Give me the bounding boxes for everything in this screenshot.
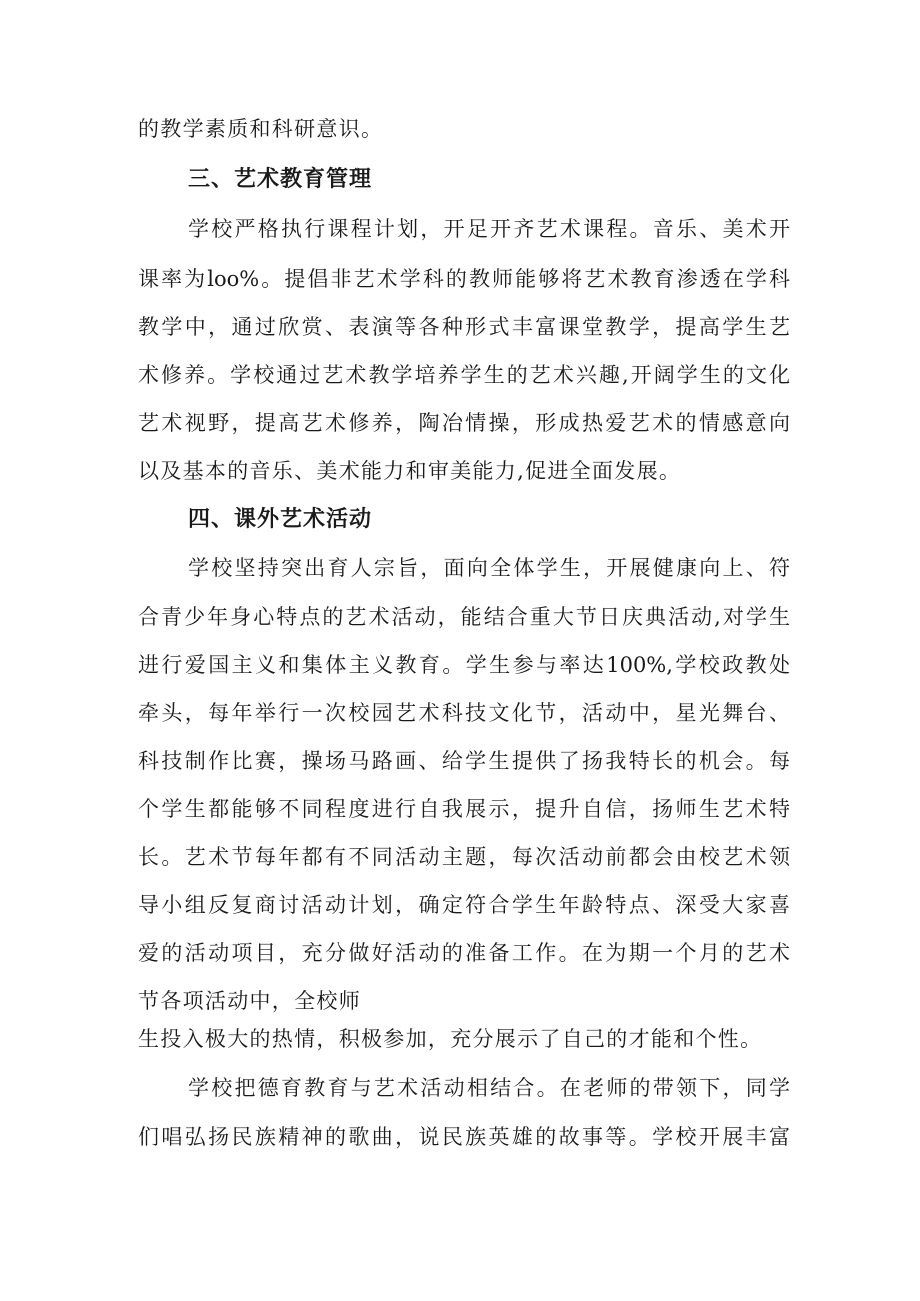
text-line: 的教学素质和科研意识。 bbox=[138, 117, 384, 141]
text-line: 艺术视野，提高艺术修养，陶冶情操，形成热爱艺术的情感意向 bbox=[138, 411, 790, 435]
text-line: 生投入极大的热情，积极参加，充分展示了自己的才能和个性。 bbox=[138, 1027, 763, 1051]
text-line: 们唱弘扬民族精神的歌曲，说民族英雄的故事等。学校开展丰富 bbox=[138, 1125, 790, 1149]
text-line: 牵头，每年举行一次校园艺术科技文化节，活动中，星光舞台、 bbox=[138, 701, 790, 725]
text-line: 学校严格执行课程计划，开足开齐艺术课程。音乐、美术开 bbox=[188, 217, 790, 241]
text-line: 长。艺术节每年都有不同活动主题，每次活动前都会由校艺术领 bbox=[138, 845, 790, 869]
text-line: 节各项活动中，全校师 bbox=[138, 989, 361, 1013]
text-line: 导小组反复商讨活动计划，确定符合学生年龄特点、深受大家喜 bbox=[138, 893, 790, 917]
section-heading-art-education-management: 三、艺术教育管理 bbox=[188, 167, 373, 192]
text-line: 教学中，通过欣赏、表演等各种形式丰富课堂教学，提高学生艺 bbox=[138, 315, 790, 339]
text-line: 合青少年身心特点的艺术活动，能结合重大节日庆典活动,对学生 bbox=[138, 605, 790, 629]
text-line: 爱的活动项目，充分做好活动的准备工作。在为期一个月的艺术 bbox=[138, 941, 790, 965]
text-line: 学校把德育教育与艺术活动相结合。在老师的带领下，同学 bbox=[188, 1076, 790, 1100]
text-line: 课率为loo%。提倡非艺术学科的教师能够将艺术教育渗透在学科 bbox=[138, 267, 790, 291]
text-line: 进行爱国主义和集体主义教育。学生参与率达100%,学校政教处 bbox=[138, 653, 790, 677]
text-line: 学校坚持突出育人宗旨，面向全体学生，开展健康向上、符 bbox=[188, 556, 790, 580]
text-line: 科技制作比赛，操场马路画、给学生提供了扬我特长的机会。每 bbox=[138, 749, 790, 773]
text-line: 术修养。学校通过艺术教学培养学生的艺术兴趣,开阔学生的文化 bbox=[138, 363, 790, 387]
text-line: 个学生都能够不同程度进行自我展示，提升自信，扬师生艺术特 bbox=[138, 797, 790, 821]
text-line: 以及基本的音乐、美术能力和审美能力,促进全面发展。 bbox=[138, 459, 682, 483]
section-heading-extracurricular-art: 四、课外艺术活动 bbox=[188, 507, 373, 532]
